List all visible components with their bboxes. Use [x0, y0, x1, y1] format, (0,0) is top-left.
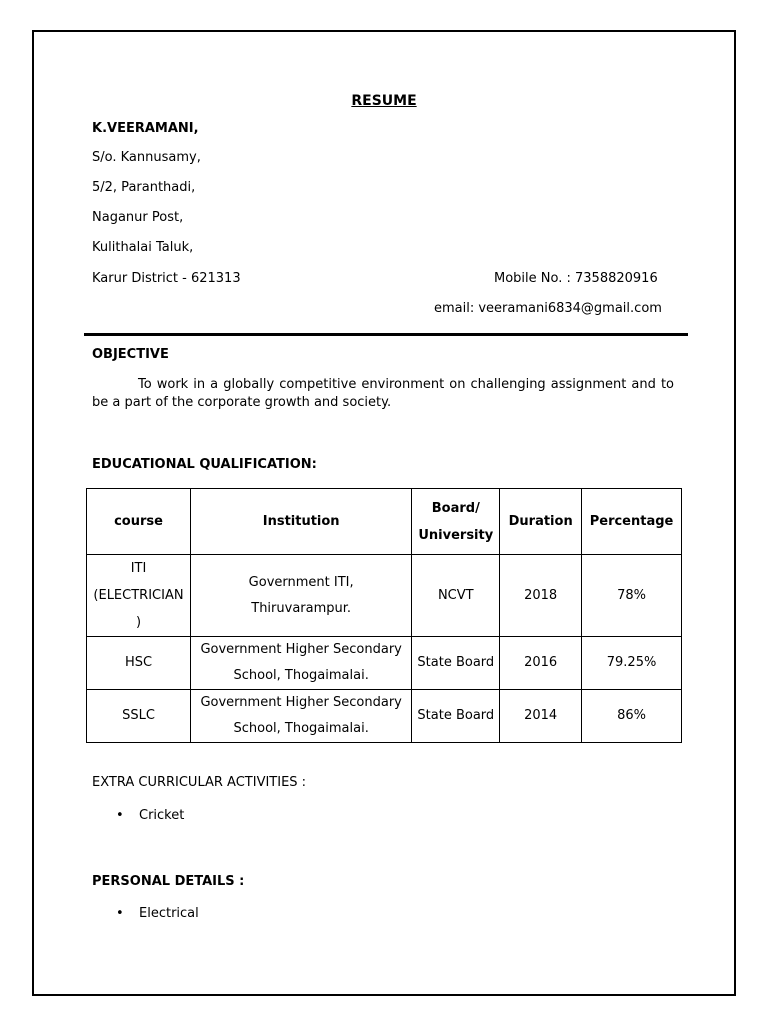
table-cell: 2016: [500, 637, 582, 690]
candidate-name: K.VEERAMANI,: [92, 121, 199, 136]
table-cell: Government ITI, Thiruvarampur.: [190, 555, 411, 637]
address-line: S/o. Kannusamy,: [92, 150, 201, 165]
table-cell: HSC: [87, 637, 191, 690]
address-line: Kulithalai Taluk,: [92, 240, 194, 255]
table-row: [87, 637, 682, 690]
objective-text: To work in a globally competitive environment on challenging assignment and to be a part of the corporate growth and society.: [92, 377, 674, 410]
column-header: Percentage: [582, 489, 682, 555]
table-cell: State Board: [412, 690, 500, 743]
objective-heading: OBJECTIVE: [92, 347, 169, 362]
personal-details-heading: PERSONAL DETAILS :: [92, 874, 245, 889]
column-header: course: [87, 489, 191, 555]
table-cell: 2014: [500, 690, 582, 743]
table-row: [87, 555, 682, 637]
header-divider: [84, 333, 688, 336]
address-line: Karur District - 621313: [92, 271, 241, 286]
list-item: Cricket: [139, 808, 185, 823]
table-cell: ITI (ELECTRICIAN ): [87, 555, 191, 637]
education-table: [86, 488, 682, 743]
extra-curricular-heading: EXTRA CURRICULAR ACTIVITIES :: [92, 775, 307, 790]
table-cell: Government Higher Secondary School, Thogaimalai.: [190, 690, 411, 743]
education-heading: EDUCATIONAL QUALIFICATION:: [92, 457, 317, 472]
list-item: Electrical: [139, 906, 199, 921]
table-cell: 86%: [582, 690, 682, 743]
document-title: RESUME: [351, 93, 417, 109]
table-cell: State Board: [412, 637, 500, 690]
table-cell: SSLC: [87, 690, 191, 743]
column-header: Institution: [190, 489, 411, 555]
table-cell: NCVT: [412, 555, 500, 637]
address-line: Naganur Post,: [92, 210, 184, 225]
table-cell: 79.25%: [582, 637, 682, 690]
table-cell: 2018: [500, 555, 582, 637]
bullet-icon: •: [116, 906, 124, 921]
address-line: 5/2, Paranthadi,: [92, 180, 196, 195]
bullet-icon: •: [116, 808, 124, 823]
column-header: Board/ University: [412, 489, 500, 555]
table-cell: 78%: [582, 555, 682, 637]
email-address: email: veeramani6834@gmail.com: [434, 301, 662, 316]
table-header-row: [87, 489, 682, 555]
column-header: Duration: [500, 489, 582, 555]
table-cell: Government Higher Secondary School, Thogaimalai.: [190, 637, 411, 690]
mobile-number: Mobile No. : 7358820916: [494, 271, 658, 286]
table-row: [87, 690, 682, 743]
